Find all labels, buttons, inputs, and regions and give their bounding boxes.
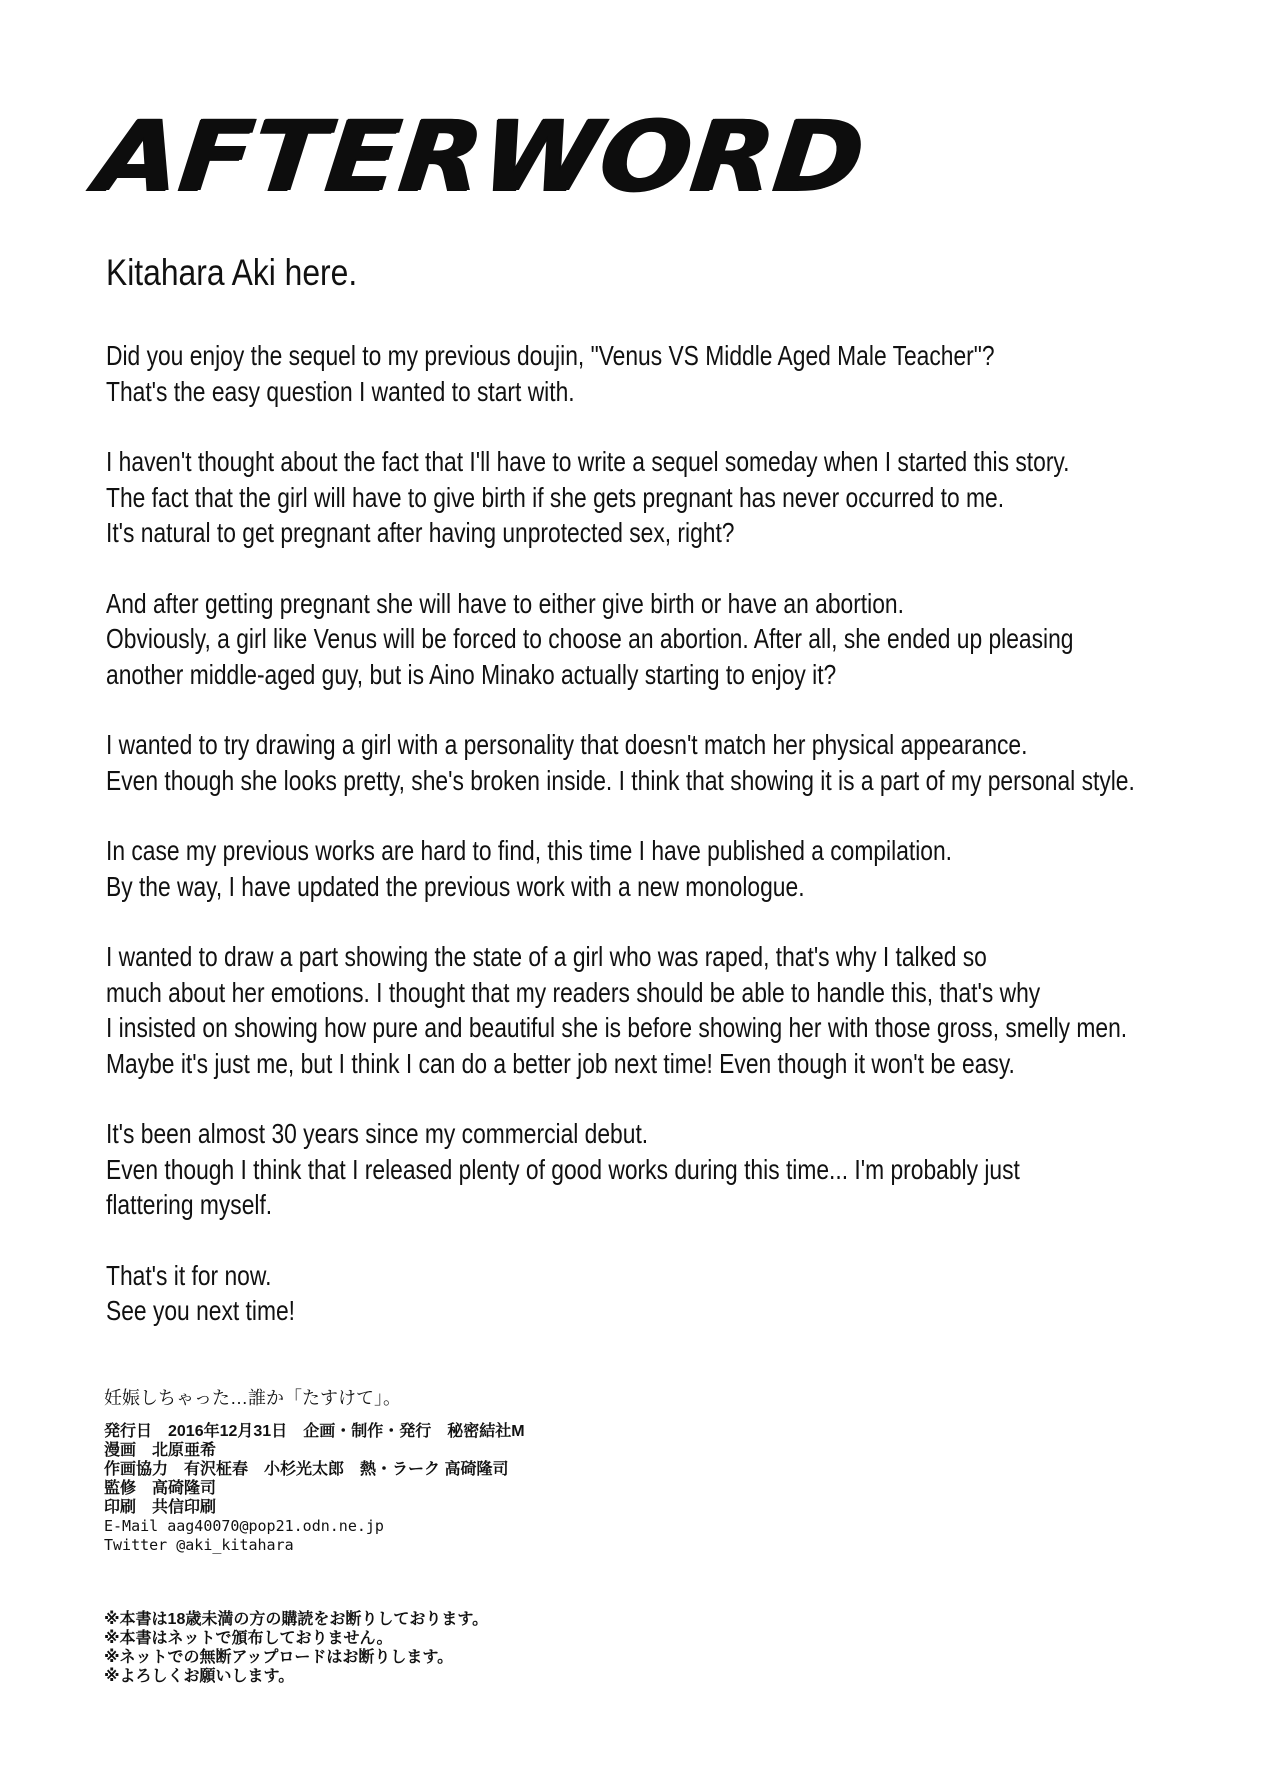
text-line: It's natural to get pregnant after having unprotected sex, right? (106, 517, 735, 548)
paragraph (106, 444, 1280, 551)
text-line: The fact that the girl will have to give birth if she gets pregnant has never occurred to me. (106, 481, 1005, 513)
colophon-twitter: Twitter @aki_kitahara (104, 1536, 294, 1554)
text-line: That's it for now. (106, 1259, 272, 1291)
paragraph (106, 833, 1280, 904)
paragraph (106, 1258, 1280, 1329)
text-line: Even though she looks pretty, she's broken inside. I think that showing it is a part of my personal style. (106, 764, 1135, 796)
afterword-heading: AFTERWORD (90, 99, 870, 213)
text-line: And after getting pregnant she will have to either give birth or have an abortion. (106, 587, 904, 619)
text-line: I insisted on showing how pure and beautiful she is before showing her with those gross, smelly men. (106, 1012, 1128, 1043)
text-line: That's the easy question I wanted to start with. (106, 375, 575, 407)
paragraph (106, 1116, 1280, 1223)
paragraph (106, 586, 1280, 693)
afterword-body (106, 338, 1280, 1364)
paragraph (106, 727, 1280, 798)
notice-line: ※本書はネットで頒布しておりません。 (104, 1630, 393, 1647)
paragraph (106, 338, 1280, 409)
notices (104, 1610, 488, 1686)
text-line: another middle-aged guy, but is Aino Minako actually starting to enjoy it? (106, 658, 837, 690)
colophon-email: E-Mail aag40070@pop21.odn.ne.jp (104, 1517, 384, 1535)
colophon (104, 1386, 525, 1555)
text-line: By the way, I have updated the previous work with a new monologue. (106, 870, 805, 902)
notice-line: ※ネットでの無断アップロードはお断りします。 (104, 1649, 454, 1666)
text-line: It's been almost 30 years since my commercial debut. (106, 1118, 649, 1149)
greeting-line: Kitahara Aki here. (106, 252, 358, 293)
colophon-line-manga: 漫画 北原亜希 (104, 1442, 217, 1459)
text-line: I wanted to draw a part showing the state of a girl who was raped, that's why I talked so (106, 941, 987, 972)
text-line: In case my previous works are hard to find, this time I have published a compilation. (106, 835, 953, 866)
notice-line: ※よろしくお願いします。 (104, 1668, 295, 1685)
text-line: flattering myself. (106, 1189, 273, 1220)
text-line: I wanted to try drawing a girl with a personality that doesn't match her physical appearance. (106, 729, 1028, 760)
text-line: I haven't thought about the fact that I'll have to write a sequel someday when I started this story. (106, 446, 1070, 477)
text-line: Did you enjoy the sequel to my previous doujin, "Venus VS Middle Aged Male Teacher"? (106, 340, 995, 371)
colophon-line-supervisor: 監修 高碕隆司 (104, 1480, 217, 1497)
text-line: much about her emotions. I thought that my readers should be able to handle this, that's why (106, 976, 1041, 1008)
colophon-line-assistants: 作画協力 有沢柾春 小杉光太郎 熱・ラーク 高碕隆司 (104, 1461, 509, 1478)
text-line: Even though I think that I released plenty of good works during this time... I'm probably just (106, 1153, 1020, 1185)
paragraph (106, 939, 1280, 1081)
text-line: Maybe it's just me, but I think I can do a better job next time! Even though it won't be easy. (106, 1047, 1015, 1079)
text-line: See you next time! (106, 1295, 296, 1326)
notice-line: ※本書は18歳未満の方の購読をお断りしております。 (104, 1611, 489, 1628)
text-line: Obviously, a girl like Venus will be forced to choose an abortion. After all, she ended up pleasing (106, 623, 1074, 654)
colophon-line-publication: 発行日 2016年12月31日 企画・制作・発行 秘密結社M (104, 1423, 525, 1440)
colophon-line-printing: 印刷 共信印刷 (104, 1499, 217, 1516)
book-title: 妊娠しちゃった…誰か「たすけて」。 (104, 1388, 401, 1408)
